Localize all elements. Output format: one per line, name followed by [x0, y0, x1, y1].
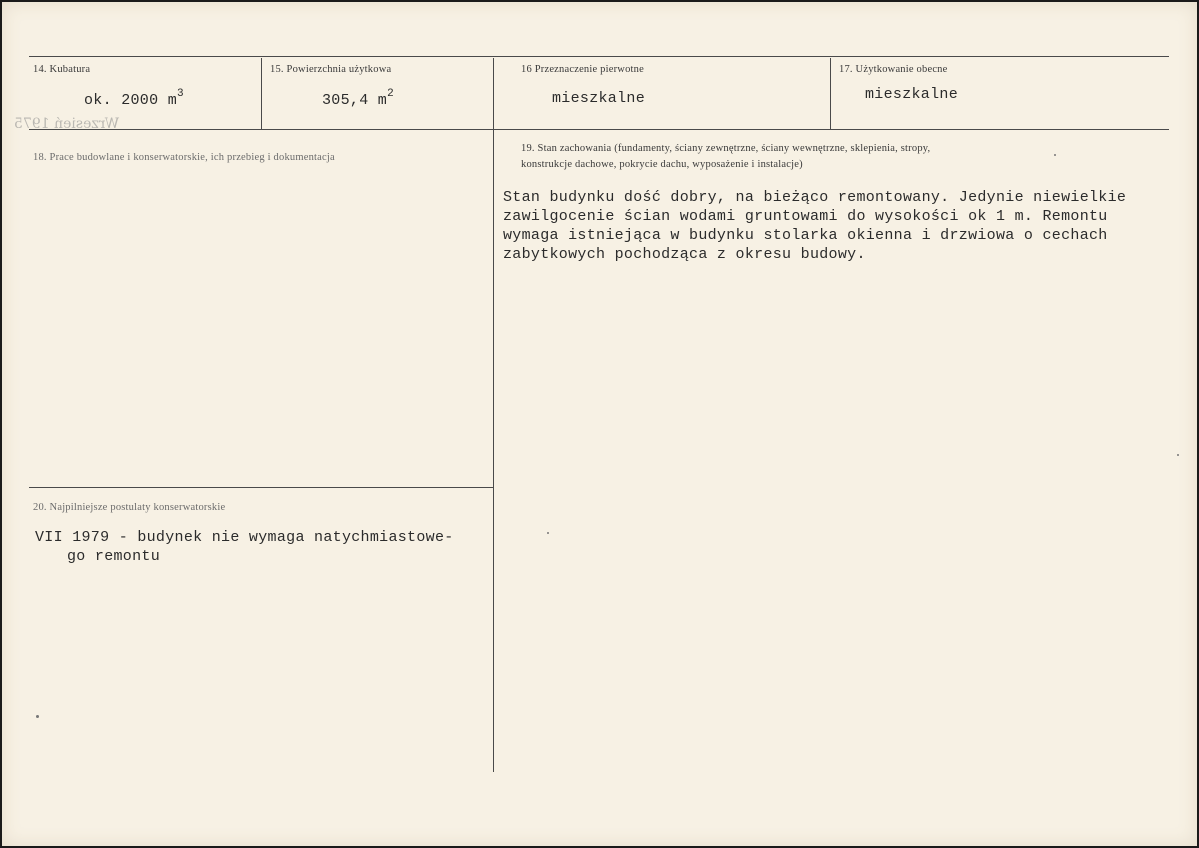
- field-16-label: 16 Przeznaczenie pierwotne: [521, 64, 644, 75]
- section-20-rule: [29, 487, 494, 488]
- field-17-label: 17. Użytkowanie obecne: [839, 64, 948, 75]
- field-15-text: 305,4 m: [322, 92, 388, 109]
- field-15-label: 15. Powierzchnia użytkowa: [270, 64, 392, 75]
- field-16-value: mieszkalne: [552, 90, 646, 107]
- paper-speck: [1177, 454, 1179, 456]
- faded-stamp: Wrzesień 1975: [14, 116, 120, 132]
- divider-15-16: [493, 58, 494, 772]
- top-rule: [29, 56, 1169, 57]
- row-rule: [29, 129, 1169, 130]
- field-19-line: zawilgocenie ścian wodami gruntowami do wysokości ok 1 m. Remontu: [503, 208, 1108, 225]
- field-15-value: [322, 90, 394, 109]
- field-20-text: [35, 528, 454, 566]
- field-14-unit-exponent: 3: [177, 88, 184, 100]
- field-19-label-line-1: 19. Stan zachowania (fundamenty, ściany zewnętrzne, ściany wewnętrzne, sklepienia, stropy,: [521, 143, 931, 154]
- field-20-line: VII 1979 - budynek nie wymaga natychmiastowe-: [35, 529, 454, 546]
- field-19-text: [503, 188, 1126, 264]
- field-19-line: Stan budynku dość dobry, na bieżąco remontowany. Jedynie niewielkie: [503, 189, 1127, 206]
- paper-speck: [36, 715, 39, 718]
- field-20-line: go remontu: [67, 548, 161, 565]
- divider-16-17: [830, 58, 831, 130]
- field-17-value: mieszkalne: [865, 86, 959, 103]
- field-19-line: zabytkowych pochodząca z okresu budowy.: [503, 246, 866, 263]
- field-18-label: 18. Prace budowlane i konserwatorskie, ich przebieg i dokumentacja: [33, 152, 335, 163]
- field-19-label-line-2: konstrukcje dachowe, pokrycie dachu, wyposażenie i instalacje): [521, 159, 803, 170]
- field-14-label: 14. Kubatura: [33, 64, 91, 75]
- paper-speck: [547, 532, 549, 534]
- field-14-value: [84, 90, 184, 109]
- field-19-line: wymaga istniejąca w budynku stolarka okienna i drzwiowa o cechach: [503, 227, 1108, 244]
- field-14-text: ok. 2000 m: [84, 92, 178, 109]
- field-20-label: 20. Najpilniejsze postulaty konserwatorskie: [33, 502, 226, 513]
- record-card: [2, 2, 1197, 846]
- divider-14-15: [261, 58, 262, 130]
- field-15-unit-exponent: 2: [387, 88, 395, 100]
- paper-speck: [1054, 154, 1056, 156]
